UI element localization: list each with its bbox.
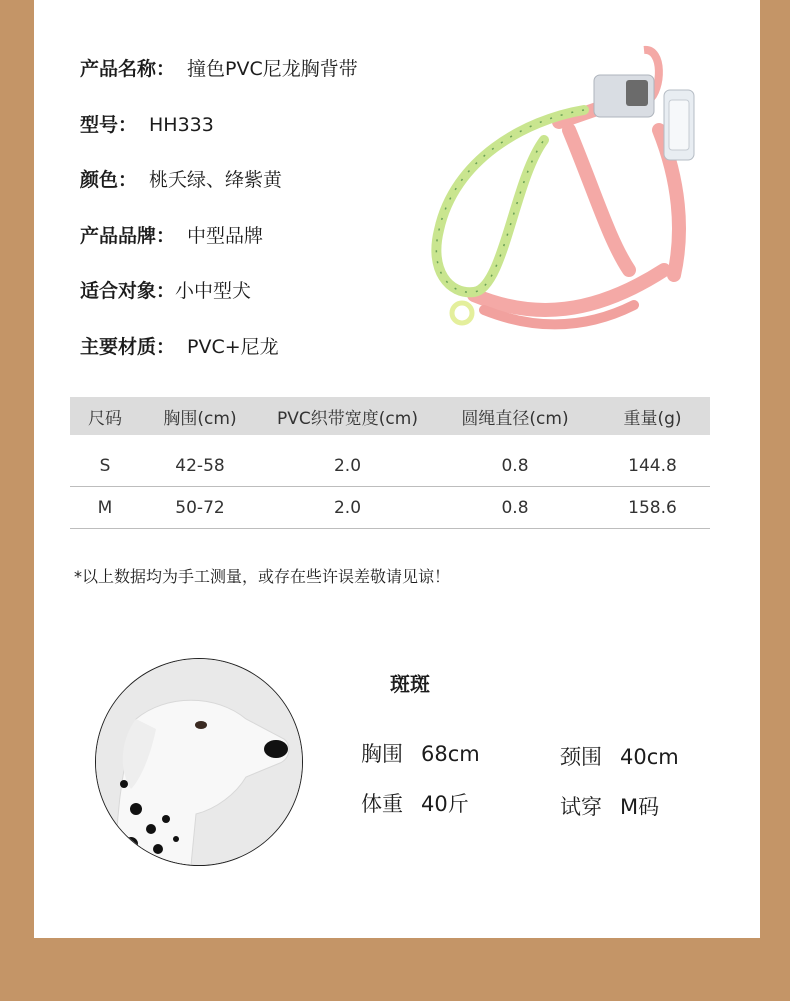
spec-material xyxy=(80,335,279,359)
spec-value: 小中型犬 xyxy=(175,280,252,302)
header-weight: 重量(g) xyxy=(623,408,682,429)
header-webbing: PVC织带宽度(cm) xyxy=(277,408,418,429)
spec-model xyxy=(80,113,214,137)
measure-value: 68cm xyxy=(421,742,480,766)
table-cell: 0.8 xyxy=(501,455,529,476)
dog-name: 斑斑 xyxy=(390,672,430,696)
spec-label: 产品名称： xyxy=(80,58,176,80)
spec-label: 适合对象： xyxy=(80,280,176,302)
disclaimer-note: *以上数据均为手工测量，或存在些许误差敬请见谅！ xyxy=(74,567,451,586)
spec-target xyxy=(80,279,251,303)
spec-value: 中型品牌 xyxy=(187,225,264,247)
table-row xyxy=(70,487,710,529)
spec-label: 主要材质： xyxy=(80,336,176,358)
header-chest: 胸围(cm) xyxy=(163,408,237,429)
spec-color xyxy=(80,168,282,192)
table-cell: 42-58 xyxy=(175,455,225,476)
measure-label: 试穿 xyxy=(560,795,602,819)
spec-label: 颜色： xyxy=(80,169,138,191)
table-cell: 50-72 xyxy=(175,497,225,518)
measure-chest xyxy=(361,738,480,768)
table-row xyxy=(70,445,710,487)
spec-label: 产品品牌： xyxy=(80,225,176,247)
table-header xyxy=(70,397,710,435)
table-cell: 2.0 xyxy=(333,455,362,476)
spec-value: PVC+尼龙 xyxy=(187,336,279,358)
dalmatian-image xyxy=(96,659,302,865)
spec-label: 型号： xyxy=(80,114,138,136)
spec-brand xyxy=(80,224,263,248)
header-rope: 圆绳直径(cm) xyxy=(461,408,569,429)
table-cell: S xyxy=(99,455,111,476)
product-card xyxy=(34,0,760,938)
table-cell: 158.6 xyxy=(628,497,677,518)
rope-loop xyxy=(436,110,584,323)
table-cell: 144.8 xyxy=(628,455,677,476)
spec-name xyxy=(80,57,358,81)
spec-value: 撞色PVC尼龙胸背带 xyxy=(187,58,358,80)
table-cell: M xyxy=(97,497,113,518)
measure-label: 颈围 xyxy=(560,745,602,769)
measure-value: M码 xyxy=(620,795,660,819)
buckle xyxy=(594,75,694,160)
dog-photo xyxy=(95,658,303,866)
measure-label: 体重 xyxy=(361,792,403,816)
spec-value: 桃夭绿、绛紫黄 xyxy=(149,169,283,191)
measure-value: 40斤 xyxy=(421,792,469,816)
measure-value: 40cm xyxy=(620,745,679,769)
table-cell: 2.0 xyxy=(333,497,362,518)
measure-size xyxy=(560,791,659,821)
size-table xyxy=(70,397,710,529)
measure-neck xyxy=(560,741,679,771)
measure-label: 胸围 xyxy=(361,742,403,766)
measure-weight xyxy=(361,788,469,818)
table-cell: 0.8 xyxy=(501,497,529,518)
spec-value: HH333 xyxy=(149,114,214,136)
header-size: 尺码 xyxy=(88,408,122,429)
harness-image xyxy=(394,30,704,340)
